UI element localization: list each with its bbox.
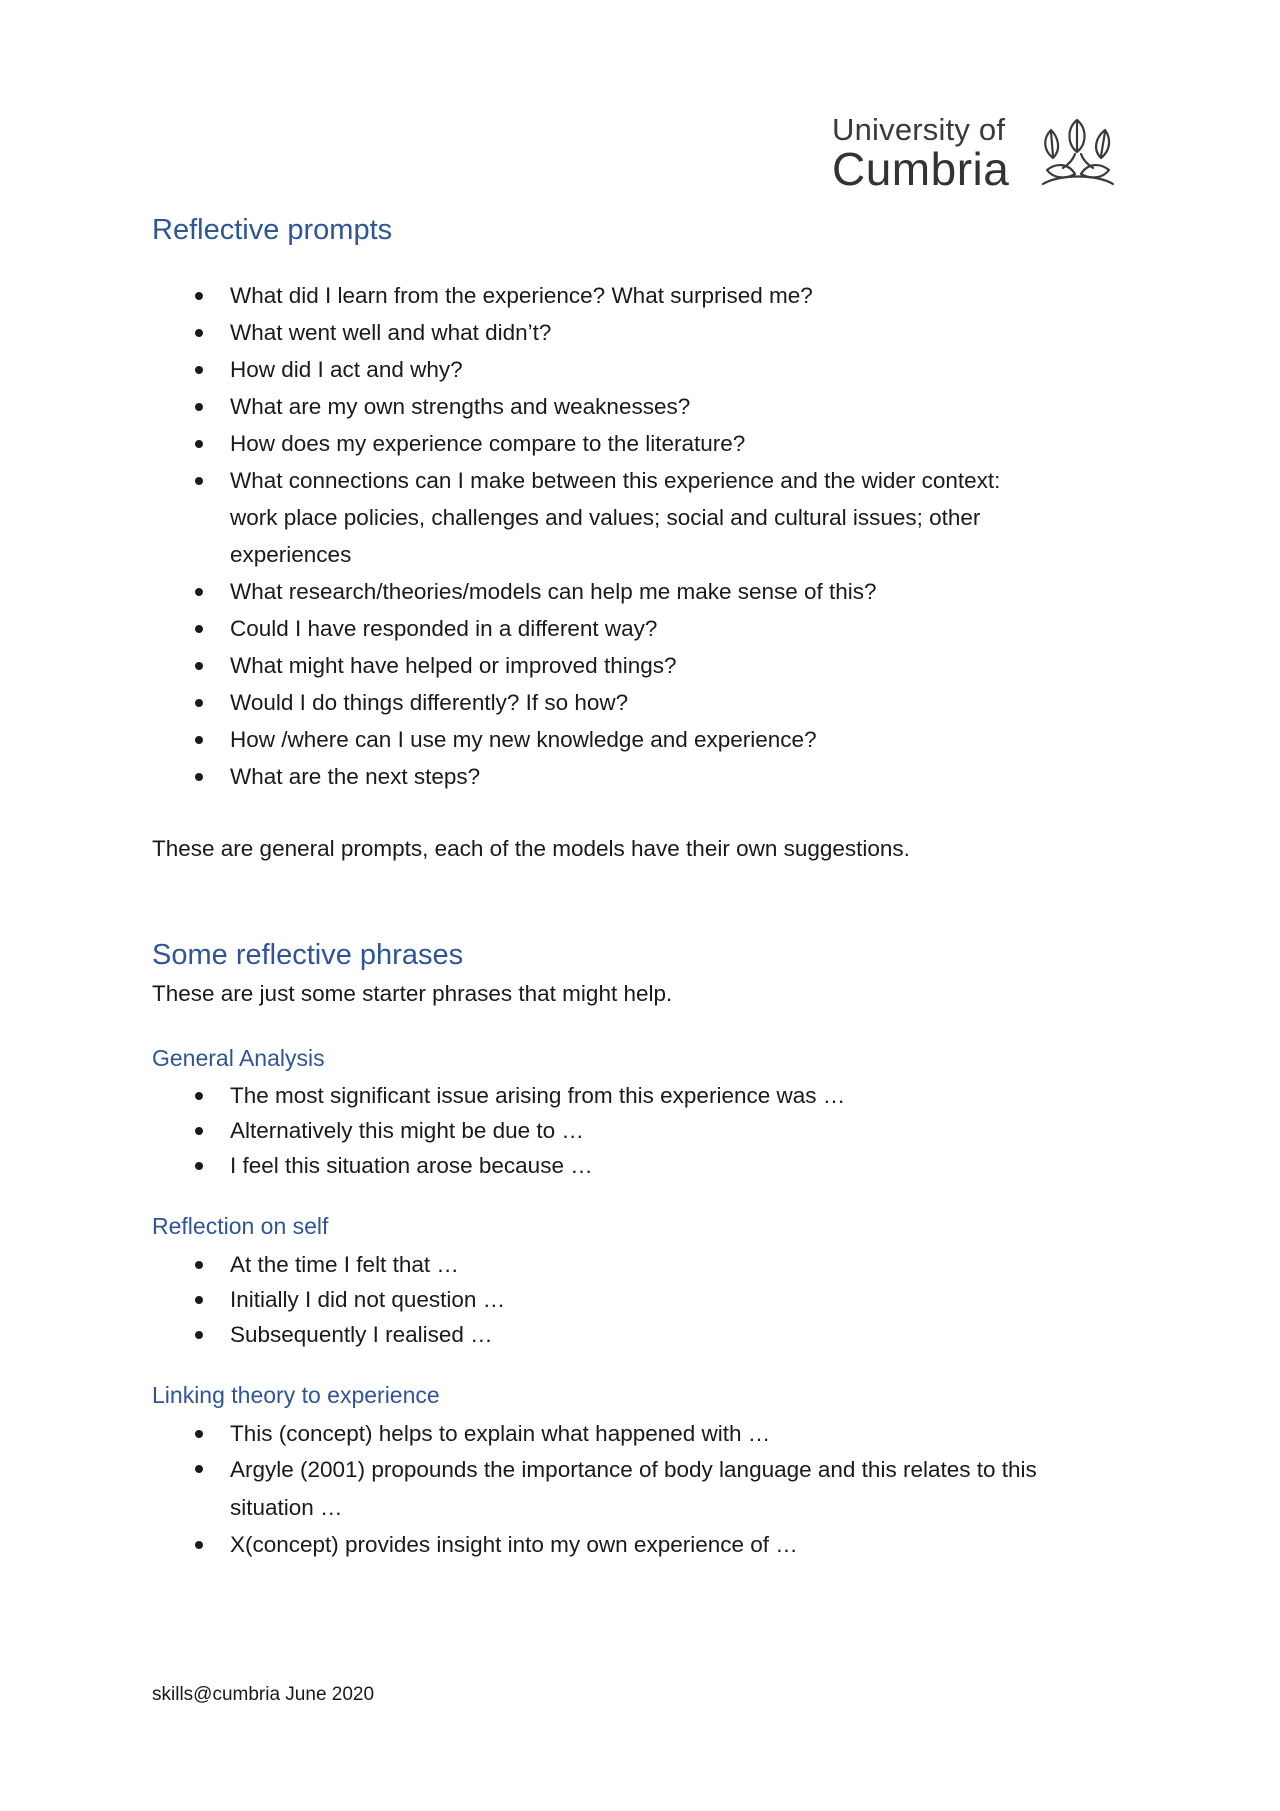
list-item: Would I do things differently? If so how? [0,684,1280,721]
bullet-icon [195,625,203,633]
bullet-icon [195,1465,203,1473]
bullet-icon [195,588,203,596]
list-item: I feel this situation arose because … [0,1148,1280,1183]
university-logo [832,114,1122,196]
bullet-icon [195,366,203,374]
list-item: At the time I felt that … [0,1247,1280,1282]
bullet-icon [195,292,203,300]
leaf-cluster-icon [1039,118,1117,192]
bullet-icon [195,773,203,781]
logo-text-line2: Cumbria [832,143,1010,195]
list-item [0,462,1280,573]
bullet-icon [195,1127,203,1135]
bullet-icon [195,1092,203,1100]
list-item: Could I have responded in a different way? [0,610,1280,647]
list-item: What are my own strengths and weaknesses? [0,388,1280,425]
bullet-icon [195,1162,203,1170]
list-item: The most significant issue arising from this experience was … [0,1078,1280,1113]
subheading-reflection-on-self: Reflection on self [152,1213,329,1239]
footer-text: skills@cumbria June 2020 [152,1684,375,1705]
general-analysis-list [0,1078,1280,1183]
heading-reflective-prompts: Reflective prompts [152,214,393,246]
bullet-icon [195,329,203,337]
reflective-prompts-list [0,277,1280,795]
subheading-general-analysis: General Analysis [152,1045,325,1071]
linking-theory-list [0,1416,1280,1562]
bullet-icon [195,1430,203,1438]
bullet-icon [195,440,203,448]
reflection-on-self-list [0,1247,1280,1352]
bullet-icon [195,1331,203,1339]
bullet-icon [195,1261,203,1269]
bullet-icon [195,736,203,744]
list-item: Initially I did not question … [0,1282,1280,1317]
list-item: What went well and what didn’t? [0,314,1280,351]
list-item: What research/theories/models can help me make sense of this? [0,573,1280,610]
list-item: What might have helped or improved things? [0,647,1280,684]
list-item: Alternatively this might be due to … [0,1113,1280,1148]
subheading-linking-theory: Linking theory to experience [152,1382,440,1408]
bullet-icon [195,662,203,670]
list-item [0,1451,1280,1527]
list-item-text: What connections can I make between this experience and the wider context: work place policies, challenges and values; social and cultural issues; other experiences [230,468,1001,567]
heading-reflective-phrases: Some reflective phrases [152,939,464,971]
list-item: What did I learn from the experience? What surprised me? [0,277,1280,314]
bullet-icon [195,403,203,411]
list-item-text: Argyle (2001) propounds the importance of body language and this relates to this situation … [230,1457,1037,1520]
prompts-note: These are general prompts, each of the models have their own suggestions. [152,836,910,861]
list-item: X(concept) provides insight into my own experience of … [0,1527,1280,1562]
list-item: How did I act and why? [0,351,1280,388]
list-item: This (concept) helps to explain what happened with … [0,1416,1280,1451]
phrases-intro: These are just some starter phrases that might help. [152,981,673,1006]
bullet-icon [195,1296,203,1304]
bullet-icon [195,699,203,707]
logo-text-line1: University of [832,112,1006,147]
bullet-icon [195,1541,203,1549]
list-item: How /where can I use my new knowledge and experience? [0,721,1280,758]
bullet-icon [195,477,203,485]
list-item: Subsequently I realised … [0,1317,1280,1352]
list-item: How does my experience compare to the literature? [0,425,1280,462]
list-item: What are the next steps? [0,758,1280,795]
